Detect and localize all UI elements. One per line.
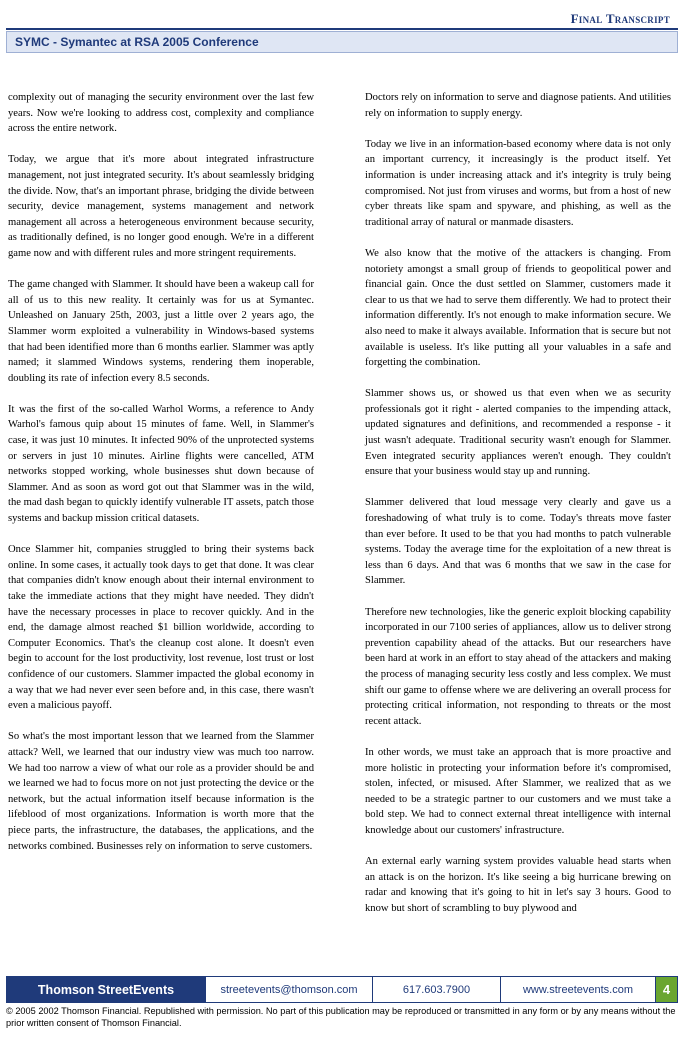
header-rule bbox=[6, 28, 678, 30]
paragraph: Slammer delivered that loud message very clearly and gave us a foreshadowing of what truly is to come. Today's threats move faster than ever before. It used to be that you had months to patch vulnerable systems. Today the average time for the exploitation of a new threat is less than 6 days. And that was 6 months that we saw in the case for Slammer. bbox=[365, 497, 671, 587]
paragraph: So what's the most important lesson that we learned from the Slammer attack? Well, we learned that our industry view was much too narrow. We had too narrow a view of what our role as a provider should be and we learned we had to focus more on not just protecting the device or the network, but the actual information itself because information is the lifeblood of most organizations. Information is worth more that the piece parts, the infrastructure, the databases, the applications, and the networks combined. Businesses rely on information to serve customers. bbox=[8, 731, 314, 852]
paragraph: In other words, we must take an approach that is more proactive and more holistic in protecting your information before it's compromised, stolen, infected, or misused. After Slammer, we realized that as we needed to be a strategic partner to our customers and we must take a bold step. We had to connect external threat intelligence with internal knowledge about our customers' infrastructure. bbox=[365, 746, 671, 836]
paragraph: complexity out of managing the security environment over the last few years. Now we're looking to address cost, complexity and compliance across the entire network. bbox=[8, 92, 314, 135]
document-title: SYMC - Symantec at RSA 2005 Conference bbox=[15, 35, 259, 49]
paragraph: Today, we argue that it's more about integrated infrastructure management, not just integrated security. It's about seamlessly bridging the divide. Now, that's an important phrase, bridging the divide between security, device management, systems management and network management all across a heterogeneous environment because security, as traditionally defined, is no longer good enough. We're in a different game now and with different rules and more stringent requirements. bbox=[8, 154, 314, 259]
paragraph: Slammer shows us, or showed us that even when we as security professionals got it right - alerted companies to the impending attack, updated signatures and definitions, and recommended a response - it just wasn't adequate. Traditional security wasn't enough for Slammer. Even integrated security appliances weren't enough. They couldn't ensure that your business would stay up and running. bbox=[365, 388, 671, 478]
paragraph: Today we live in an information-based economy where data is not only an important currency, it increasingly is the product itself. Yet information is under increasing attack and it's integrity is truly being compromised. Not just from viruses and worms, but from a host of new cyber threats like spam and spyware, and phishing, as well as the traditional array of natural or manmade disasters. bbox=[365, 138, 671, 228]
left-column bbox=[8, 90, 314, 870]
header-box bbox=[6, 31, 678, 53]
paragraph: Therefore new technologies, like the generic exploit blocking capability incorporated in our 7100 series of appliances, allow us to deliver strong prevention capability ahead of the attacks. But our researchers have been hard at work in an effort to stay ahead of the attackers and making the process of managing security less costly and less complex. We must shift our game to offense where we are delivering an overall process for protecting critical information, not responding to threats or the most recent attack. bbox=[365, 606, 671, 727]
paragraph: Once Slammer hit, companies struggled to bring their systems back online. In some cases, it actually took days to get that done. It was clear that companies didn't know enough about their internal environment to take the immediate actions that they might have needed. They didn't have the necessary processes in place to recover quickly. And in the end, the damage almost reached $1 billion worldwide, according to Computer Economics. That's the cleanup cost alone. It doesn't even begin to account for the lost productivity, lost revenue, lost trust or lost confidence of our customers. Slammer impacted the global economy in a way that we had never ever seen before and, in this case, there wasn't even a malicious payoff. bbox=[8, 544, 314, 712]
footer-email-link[interactable]: streetevents@thomson.com bbox=[205, 977, 372, 1002]
footer-bar bbox=[6, 976, 678, 1003]
footer-brand: Thomson StreetEvents bbox=[7, 977, 205, 1002]
page-number: 4 bbox=[655, 977, 677, 1002]
footer-phone: 617.603.7900 bbox=[372, 977, 500, 1002]
paragraph: We also know that the motive of the attackers is changing. From notoriety amongst a small group of friends to geopolitical power and financial gain. Once the dust settled on Slammer, customers made it clear to us that we had to serve them differently. We had to protect their information differently. It's not enough to make information secure. We also need to make it always available. Information that is secure but not available is useless. It's like putting all your valuables in a safe and forgetting the combination. bbox=[365, 247, 671, 369]
copyright-notice: © 2005 2002 Thomson Financial. Republished with permission. No part of this publication may be reproduced or transmitted in any form or by any means without the prior written consent of Thomson Financial. bbox=[6, 1006, 676, 1028]
paragraph: An external early warning system provides valuable head starts when an attack is on the horizon. It's like seeing a big hurricane brewing on radar and knowing that it's going to hit in let's say 3 hours. Good to know but short of scrambling to buy plywood and bbox=[365, 856, 671, 914]
paragraph: It was the first of the so-called Warhol Worms, a reference to Andy Warhol's famous quip about 15 minutes of fame. Well, in Slammer's case, it was just 10 minutes. It infected 90% of the unprotected systems or servers in just 10 minutes. Airline flights were cancelled, ATM networks stopped working, whole businesses shut down because of Slammer. And as soon as word got out that Slammer was in the wild, the mad dash began to quickly identify vulnerable IT assets, patch those systems and backup mission critical datasets. bbox=[8, 403, 314, 525]
right-column bbox=[365, 90, 671, 932]
footer-website-link[interactable]: www.streetevents.com bbox=[500, 977, 655, 1002]
final-transcript-label: Final Transcript bbox=[570, 11, 670, 26]
paragraph: Doctors rely on information to serve and diagnose patients. And utilities rely on information to supply energy. bbox=[365, 92, 671, 119]
paragraph: The game changed with Slammer. It should have been a wakeup call for all of us to this new reality. It certainly was for us at Symantec. Unleashed on January 25th, 2003, just a little over 2 years ago, the Slammer worm exploited a vulnerability in Windows-based systems that had been identified more than 6 months earlier. Slammer was aptly named; it slammed Windows systems, rendering them inoperable, doubling its rate of infection every 8.5 seconds. bbox=[8, 279, 314, 384]
